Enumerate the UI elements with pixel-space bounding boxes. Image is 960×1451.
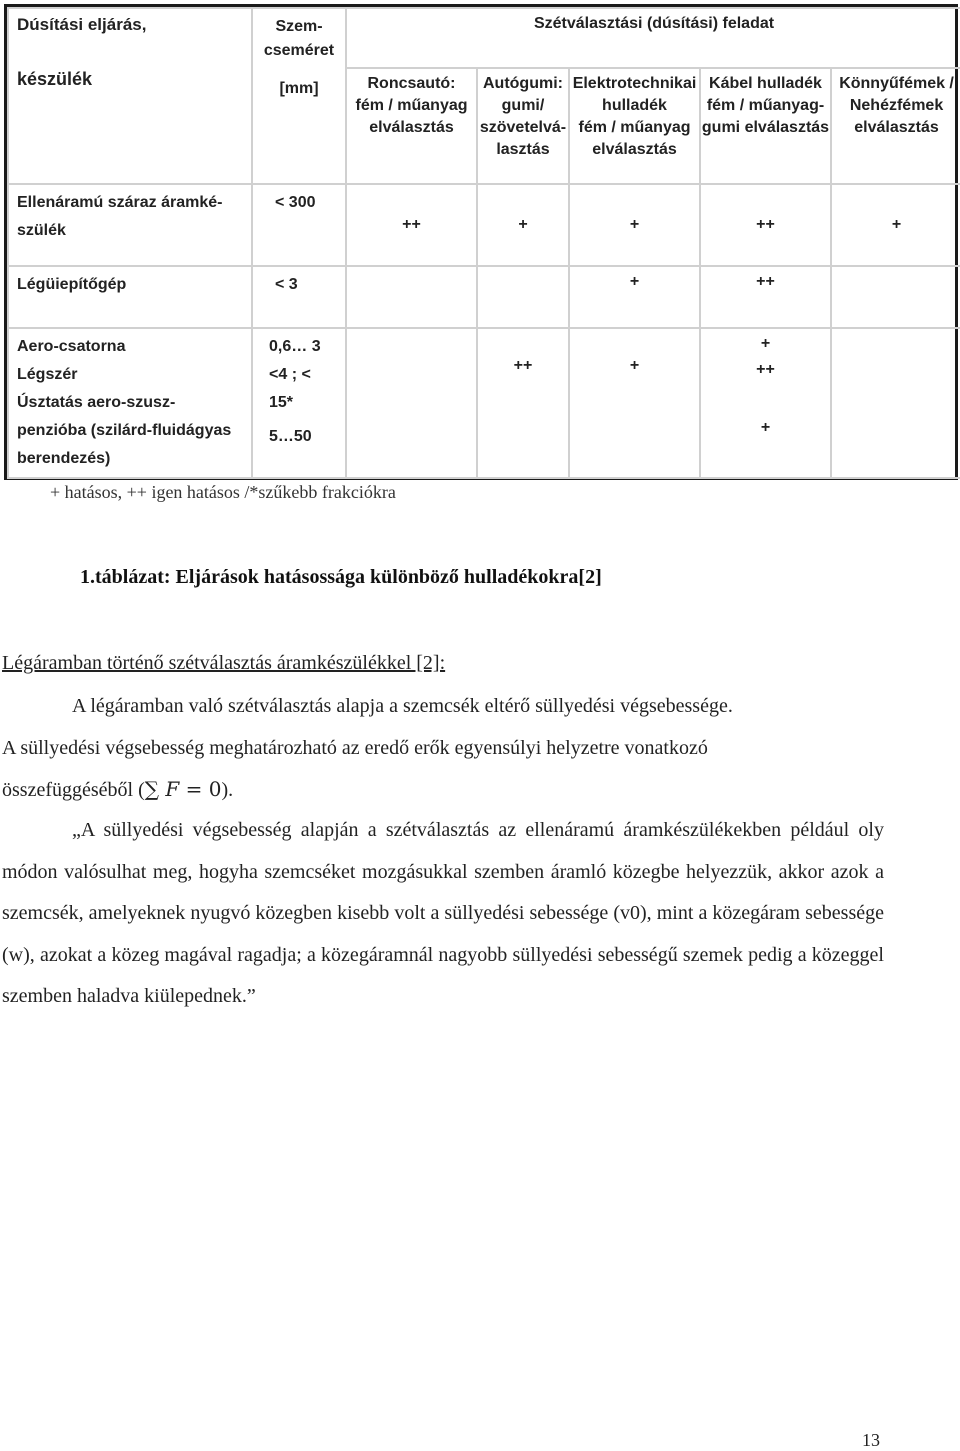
row2-mark-2 xyxy=(477,266,569,328)
row3-label-line3: Úsztatás aero-szusz- xyxy=(17,394,176,411)
paragraph-1 xyxy=(2,686,884,812)
row3-label-line1: Aero-csatorna xyxy=(17,338,126,355)
row3-label-line5: berendezés) xyxy=(17,450,111,467)
header-task: Szétválasztási (dúsítási) feladat xyxy=(346,8,960,68)
task-2-line2: gumi/ xyxy=(501,97,545,114)
task-3-line4: elválasztás xyxy=(592,141,677,158)
row2-label: Légüiepítőgép xyxy=(8,266,252,328)
row1-mark-3: + xyxy=(569,184,700,266)
row1-mark-5: + xyxy=(831,184,960,266)
page-number: 13 xyxy=(862,1430,880,1450)
row1-label-line1: Ellenáramú száraz áramké- xyxy=(17,194,223,211)
task-1-line2: fém / műanyag xyxy=(355,97,468,114)
row3-mark-3: + xyxy=(569,328,700,478)
header-size-line1: Szem- xyxy=(275,18,323,35)
row1-mark-2: + xyxy=(477,184,569,266)
row3-mark-4-c: + xyxy=(760,419,771,436)
force-variable: F xyxy=(165,777,180,801)
table-row xyxy=(8,266,960,328)
row1-size: < 300 xyxy=(252,184,346,266)
row3-size-line3: 5…50 xyxy=(269,428,312,445)
equation-rest: = 0 xyxy=(179,777,222,801)
row1-mark-1: ++ xyxy=(346,184,477,266)
row3-label-line4: penzióba (szilárd-fluidágyas xyxy=(17,422,232,439)
row3-mark-4 xyxy=(700,328,831,478)
process-table-grid xyxy=(7,7,960,479)
table-row xyxy=(8,184,960,266)
header-process-line2: készülék xyxy=(17,69,93,89)
task-3-line2: hulladék xyxy=(602,97,667,114)
row3-size xyxy=(252,328,346,478)
task-4-line1: Kábel hulladék xyxy=(709,75,822,92)
paragraph-1-line3-end: ). xyxy=(221,779,234,801)
table-legend: + hatásos, ++ igen hatásos /*szűkebb frakciókra xyxy=(50,482,396,502)
row1-label-line2: szülék xyxy=(17,222,66,239)
task-4-line2: fém / műanyag- xyxy=(706,97,825,114)
row3-mark-2: ++ xyxy=(477,328,569,478)
table-caption: 1.táblázat: Eljárások hatásossága különböző hulladékokra[2] xyxy=(80,566,602,588)
task-5-line1: Könnyűfémek / xyxy=(839,75,954,92)
header-process-line1: Dúsítási eljárás, xyxy=(17,15,147,34)
process-table xyxy=(4,4,958,480)
header-size xyxy=(252,8,346,184)
task-3-line1: Elektrotechnikai xyxy=(572,75,697,92)
row3-label xyxy=(8,328,252,478)
row3-mark-4-a: + xyxy=(760,335,771,352)
row2-mark-4: ++ xyxy=(700,266,831,328)
row2-mark-3: + xyxy=(569,266,700,328)
task-header-5 xyxy=(831,68,960,184)
task-header-1 xyxy=(346,68,477,184)
sum-symbol: ∑ xyxy=(144,777,160,801)
task-5-line3: elválasztás xyxy=(854,119,939,136)
paragraph-1-line1: A légáramban való szétválasztás alapja a szemcsék eltérő süllyedési végsebessége. xyxy=(72,695,733,717)
sum-equation xyxy=(145,777,222,801)
row3-mark-5 xyxy=(831,328,960,478)
row1-mark-4: ++ xyxy=(700,184,831,266)
header-size-line3: [mm] xyxy=(279,80,319,97)
task-4-line3: gumi elválasztás xyxy=(701,119,830,136)
task-2-line4: lasztás xyxy=(496,141,550,158)
task-5-line2: Nehézfémek xyxy=(849,97,944,114)
header-process xyxy=(8,8,252,184)
row3-label-line2: Légszér xyxy=(17,366,78,383)
row3-size-line1: 0,6… 3 xyxy=(269,338,321,355)
task-header-3 xyxy=(569,68,700,184)
task-header-2 xyxy=(477,68,569,184)
section-title: Légáramban történő szétválasztás áramkészülékkel [2]: xyxy=(2,652,446,674)
paragraph-1-line3-start: összefüggéséből ( xyxy=(2,779,145,801)
task-2-line3: szövetelvá- xyxy=(479,119,567,136)
row-label xyxy=(8,184,252,266)
task-2-line1: Autógumi: xyxy=(483,75,563,92)
header-size-line2: cseméret xyxy=(263,42,335,59)
row2-mark-5 xyxy=(831,266,960,328)
table-row xyxy=(8,328,960,478)
paragraph-2-text: „A süllyedési végsebesség alapján a szétválasztás az ellenáramú áramkészülékekben például oly módon valósulhat meg, hogyha szemcséket mozgásukkal szemben áramló közegbe helyezzük, akkor azok a szemcsék, amelyeknek nyugvó közegben kisebb volt a süllyedési sebessége (v0), mint a közegáram sebessége (w), azokat a közeg magával ragadja; a közegáramnál nagyobb süllyedési sebességű szemek pedig a közeggel szemben haladva kiülepednek.” xyxy=(2,819,884,1007)
task-header-4 xyxy=(700,68,831,184)
task-1-line1: Roncsautó: xyxy=(367,75,456,92)
task-3-line3: fém / műanyag xyxy=(578,119,691,136)
row2-mark-1 xyxy=(346,266,477,328)
paragraph-1-line3 xyxy=(2,769,884,812)
row3-mark-1 xyxy=(346,328,477,478)
row3-mark-4-b: ++ xyxy=(756,361,775,378)
paragraph-2 xyxy=(2,810,884,1018)
row2-size: < 3 xyxy=(252,266,346,328)
task-1-line3: elválasztás xyxy=(369,119,454,136)
row3-size-line2: <4 ; < 15* xyxy=(269,366,311,411)
paragraph-1-line2: A süllyedési végsebesség meghatározható az eredő erők egyensúlyi helyzetre vonatkozó xyxy=(2,736,708,759)
